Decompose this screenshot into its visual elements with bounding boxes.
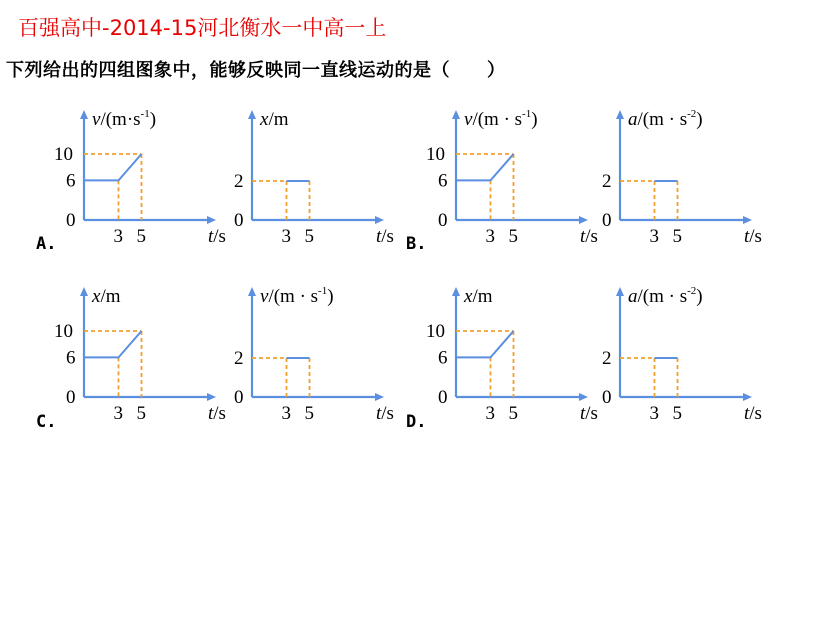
option-d-graph-1: [426, 277, 602, 437]
x-axis-arrow: [375, 393, 384, 401]
origin-label: 0: [602, 387, 612, 408]
x-tick-label: 3: [649, 403, 659, 424]
y-tick-label: 2: [234, 348, 244, 369]
x-tick-label: 3: [281, 226, 291, 247]
y-tick-label: 10: [426, 144, 445, 165]
y-tick-label: 2: [602, 348, 612, 369]
y-axis-arrow: [616, 287, 624, 296]
option-c-label: C.: [36, 412, 57, 432]
x-tick-label: 3: [113, 403, 123, 424]
x-axis-arrow: [743, 393, 752, 401]
y-tick-label: 6: [66, 170, 76, 192]
data-line: [456, 154, 514, 180]
y-tick-label: 6: [438, 170, 448, 192]
option-c-graph-2: [228, 277, 398, 437]
x-tick-label: 3: [649, 226, 659, 247]
option-c-graph-1: [54, 277, 230, 437]
origin-label: 0: [234, 387, 244, 408]
y-tick-label: 10: [426, 321, 445, 342]
x-axis-label: t/s: [376, 226, 394, 247]
x-tick-label: 5: [508, 226, 518, 247]
x-axis-label: t/s: [376, 403, 394, 424]
y-axis-arrow: [248, 287, 256, 296]
x-tick-label: 3: [113, 226, 123, 247]
x-tick-label: 3: [485, 403, 495, 424]
x-axis-label: t/s: [744, 403, 762, 424]
x-tick-label: 5: [136, 226, 146, 247]
y-axis-label: $a/(m \cdot s^{-2})$: [628, 285, 703, 307]
y-tick-label: 6: [438, 347, 448, 369]
y-axis-label: x/m: [260, 109, 289, 130]
y-axis-label: $v/(m \cdot s^{-1})$: [464, 108, 538, 130]
question-text: 下列给出的四组图象中，能够反映同一直线运动的是（ ）: [6, 60, 506, 81]
x-tick-label: 5: [672, 226, 682, 247]
y-tick-label: 10: [54, 144, 73, 165]
y-tick-label: 6: [66, 347, 76, 369]
y-tick-label: 10: [54, 321, 73, 342]
page-title: 百强高中-2014-15河北衡水一中高一上: [18, 16, 387, 40]
x-tick-label: 5: [136, 403, 146, 424]
origin-label: 0: [234, 210, 244, 231]
option-d-label: D.: [406, 412, 427, 432]
y-tick-label: 2: [234, 171, 244, 192]
y-axis-arrow: [248, 110, 256, 119]
y-axis-arrow: [80, 110, 88, 119]
y-tick-label: 2: [602, 171, 612, 192]
option-a-graph-1: [54, 100, 230, 260]
y-axis-label: x/m: [92, 286, 121, 307]
x-tick-label: 5: [304, 403, 314, 424]
x-axis-arrow: [207, 216, 216, 224]
x-axis-arrow: [375, 216, 384, 224]
x-tick-label: 3: [485, 226, 495, 247]
x-axis-arrow: [579, 216, 588, 224]
origin-label: 0: [438, 210, 448, 231]
y-axis-arrow: [80, 287, 88, 296]
x-axis-arrow: [207, 393, 216, 401]
y-axis-label: $v/(m \cdot s^{-1})$: [260, 285, 334, 307]
option-d-graph-2: [596, 277, 766, 437]
origin-label: 0: [66, 387, 76, 408]
option-b-graph-1: [426, 100, 602, 260]
y-axis-label: x/m: [464, 286, 493, 307]
x-axis-label: t/s: [580, 403, 598, 424]
data-line: [456, 331, 514, 357]
option-a-graph-2: [228, 100, 398, 260]
origin-label: 0: [66, 210, 76, 231]
x-axis-label: t/s: [208, 403, 226, 424]
x-tick-label: 5: [672, 403, 682, 424]
option-a-label: A.: [36, 234, 57, 254]
option-b-label: B.: [406, 234, 427, 254]
y-axis-label: $v/(m\cdot s^{-1})$: [92, 108, 157, 130]
x-axis-label: t/s: [580, 226, 598, 247]
y-axis-arrow: [452, 110, 460, 119]
y-axis-label: $a/(m \cdot s^{-2})$: [628, 108, 703, 130]
data-line: [84, 331, 142, 357]
x-tick-label: 3: [281, 403, 291, 424]
x-axis-label: t/s: [208, 226, 226, 247]
x-axis-label: t/s: [744, 226, 762, 247]
x-tick-label: 5: [304, 226, 314, 247]
y-axis-arrow: [452, 287, 460, 296]
x-axis-arrow: [743, 216, 752, 224]
data-line: [84, 154, 142, 180]
y-axis-arrow: [616, 110, 624, 119]
x-axis-arrow: [579, 393, 588, 401]
origin-label: 0: [602, 210, 612, 231]
origin-label: 0: [438, 387, 448, 408]
x-tick-label: 5: [508, 403, 518, 424]
option-b-graph-2: [596, 100, 766, 260]
